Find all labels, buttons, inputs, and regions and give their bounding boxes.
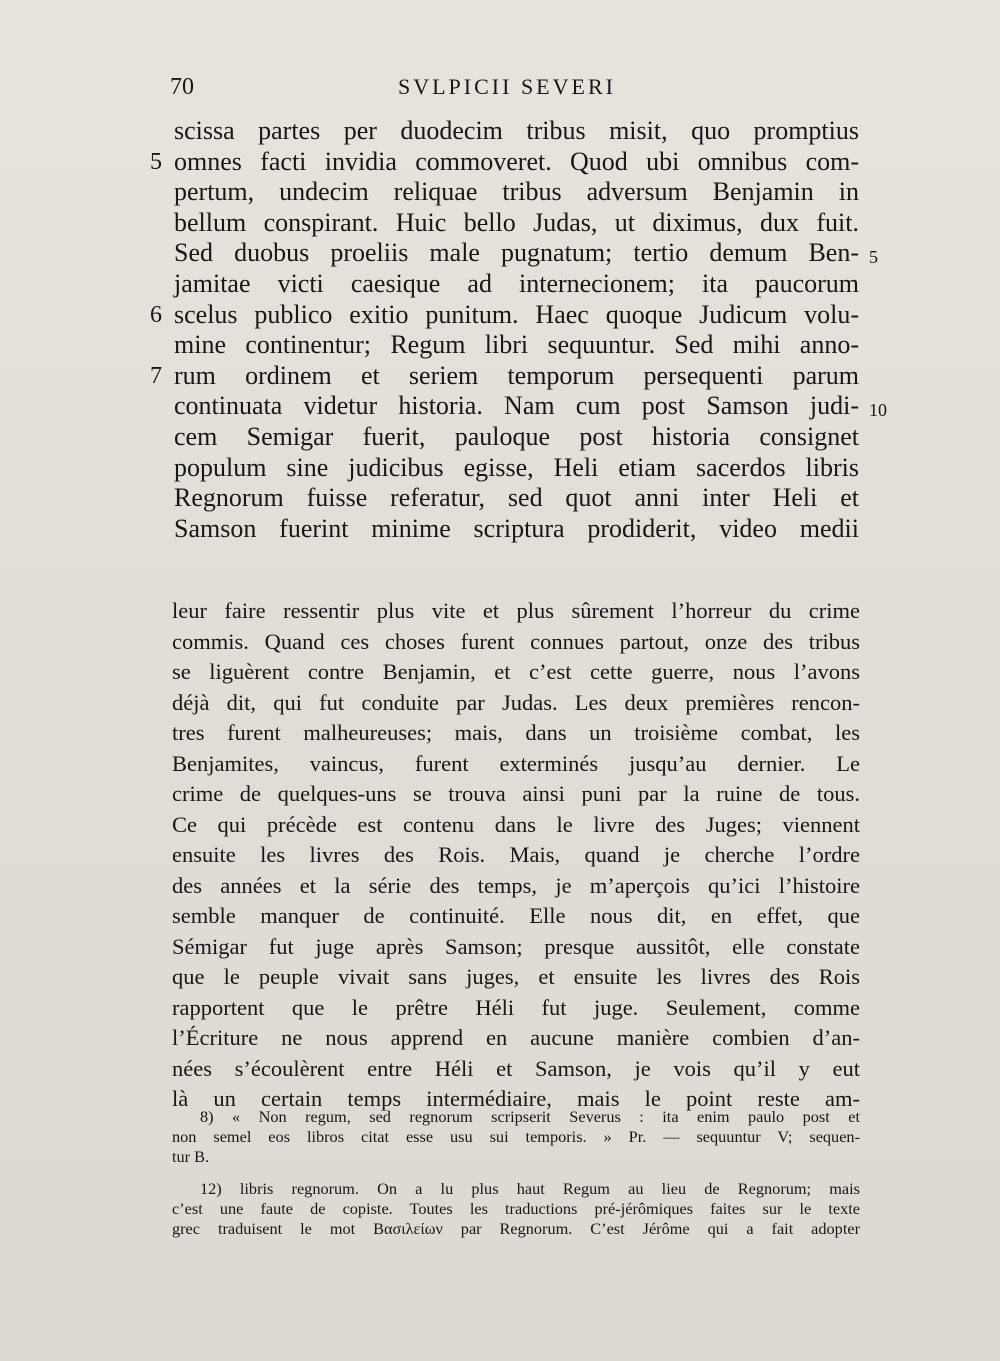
latin-line [174,116,894,147]
latin-line-text: scissa partes per duodecim tribus misit, quo promptius [174,116,859,145]
french-line [172,932,862,963]
french-line-text: des années et la série des temps, je m’aperçois qu’ici l’histoire [172,872,860,898]
french-line [172,749,862,780]
latin-line-text: mine continentur; Regum libri sequuntur. Sed mihi anno- [174,330,859,360]
latin-line-text: continuata videtur historia. Nam cum post Samson judi- [174,391,859,421]
french-line-text: semble manquer de continuité. Elle nous dit, en effet, que [172,903,860,928]
french-line [172,657,862,688]
french-line [172,871,862,902]
latin-line [174,483,894,514]
french-line [172,993,862,1024]
latin-line [174,208,894,239]
latin-line [174,514,894,545]
french-line-text: rapportent que le prêtre Héli fut juge. Seulement, comme [172,994,860,1020]
french-line-text: ensuite les livres des Rois. Mais, quand je cherche l’ordre [172,842,860,867]
right-line-number: 10 [869,400,887,421]
french-line [172,840,862,871]
latin-line-text: Samson fuerint minime scriptura prodiderit, video medii [174,513,859,543]
footnote-line-text: grec traduisent le mot Βασιλείων par Regnorum. C’est Jérôme qui a fait adopter [172,1219,860,1238]
latin-line [174,391,894,422]
running-title: SVLPICII SEVERI [398,74,616,99]
latin-line-text: populum sine judicibus egisse, Heli etiam sacerdos libris [174,452,859,482]
french-line-text: Sémigar fut juge après Samson; presque aussitôt, elle constate [172,933,860,959]
french-line [172,901,862,932]
french-line-text: commis. Quand ces choses furent connues partout, onze des tribus [172,628,860,654]
latin-line [174,269,894,300]
french-line [172,1054,862,1085]
page-header [170,74,860,104]
french-line-text: tres furent malheureuses; mais, dans un troisième combat, les [172,720,860,745]
left-line-number: 5 [150,148,162,175]
french-line [172,810,862,841]
french-line-text: Benjamites, vaincus, furent exterminés jusqu’au dernier. Le [172,750,860,776]
latin-line [174,330,894,361]
right-line-number: 5 [869,247,878,268]
latin-line [174,422,894,453]
french-line [172,1023,862,1054]
latin-text-block [150,116,894,544]
latin-line-text: rum ordinem et seriem temporum persequenti parum [174,360,859,390]
latin-line-text: omnes facti invidia commoveret. Quod ubi omnibus com- [174,146,859,176]
footnotes [172,1107,862,1251]
left-line-number: 7 [150,362,162,389]
footnote-line-text: 8) « Non regum, sed regnorum scripserit Severus : ita enim paulo post et [200,1107,860,1126]
latin-line-text: scelus publico exitio punitum. Haec quoque Judicum volu- [174,299,859,329]
french-line [172,688,862,719]
french-line-text: là un certain temps intermédiaire, mais le point reste am- [172,1086,860,1111]
latin-line [174,177,894,208]
footnote-8 [172,1107,862,1167]
french-line-text: leur faire ressentir plus vite et plus sûrement l’horreur du crime [172,598,860,623]
french-line [172,627,862,658]
footnote-line-text: non semel eos libros citat esse usu sui temporis. » Pr. — sequuntur V; sequen- [172,1127,860,1146]
french-line-text: Ce qui précède est contenu dans le livre des Juges; viennent [172,811,860,837]
french-line-text: crime de quelques-uns se trouva ainsi puni par la ruine de tous. [172,781,860,806]
latin-line-text: Regnorum fuisse referatur, sed quot anni inter Heli et [174,483,859,513]
french-line [172,962,862,993]
footnote-line [172,1219,862,1239]
french-translation-block [172,596,862,1115]
footnote-line [172,1179,862,1199]
french-line-text: déjà dit, qui fut conduite par Judas. Les deux premières rencon- [172,689,860,715]
latin-line [150,299,894,331]
latin-line-text: bellum conspirant. Huic bello Judas, ut diximus, dux fuit. [174,207,859,237]
footnote-line-text: 12) libris regnorum. On a lu plus haut Regum au lieu de Regnorum; mais [200,1179,860,1198]
footnote-12 [172,1179,862,1239]
french-line [172,596,862,627]
latin-line-text: pertum, undecim reliquae tribus adversum Benjamin in [174,177,859,207]
footnote-line [172,1199,862,1219]
french-line-text: nées s’écoulèrent entre Héli et Samson, je vois qu’il y eut [172,1055,860,1081]
footnote-line [172,1147,862,1167]
footnote-line-text: c’est une faute de copiste. Toutes les traductions pré-jérômiques faites sur le texte [172,1199,860,1218]
french-line-text: que le peuple vivait sans juges, et ensuite les livres des Rois [172,964,860,989]
french-line-text: l’Écriture ne nous apprend en aucune manière combien d’an- [172,1025,860,1050]
latin-line [150,360,894,392]
french-line [172,718,862,749]
left-line-number: 6 [150,301,162,328]
latin-line-text: jamitae victi caesique ad internecionem; ita paucorum [174,268,859,298]
footnote-line [172,1107,862,1127]
latin-line [174,453,894,484]
latin-line [174,238,894,269]
latin-line-text: Sed duobus proeliis male pugnatum; tertio demum Ben- [174,238,859,268]
french-line-text: se liguèrent contre Benjamin, et c’est cette guerre, nous l’avons [172,659,860,684]
latin-line [150,146,894,178]
latin-line-text: cem Semigar fuerit, pauloque post historia consignet [174,421,859,451]
french-line [172,779,862,810]
footnote-line-text: tur B. [172,1147,210,1166]
page-number: 70 [170,74,194,100]
footnote-line [172,1127,862,1147]
